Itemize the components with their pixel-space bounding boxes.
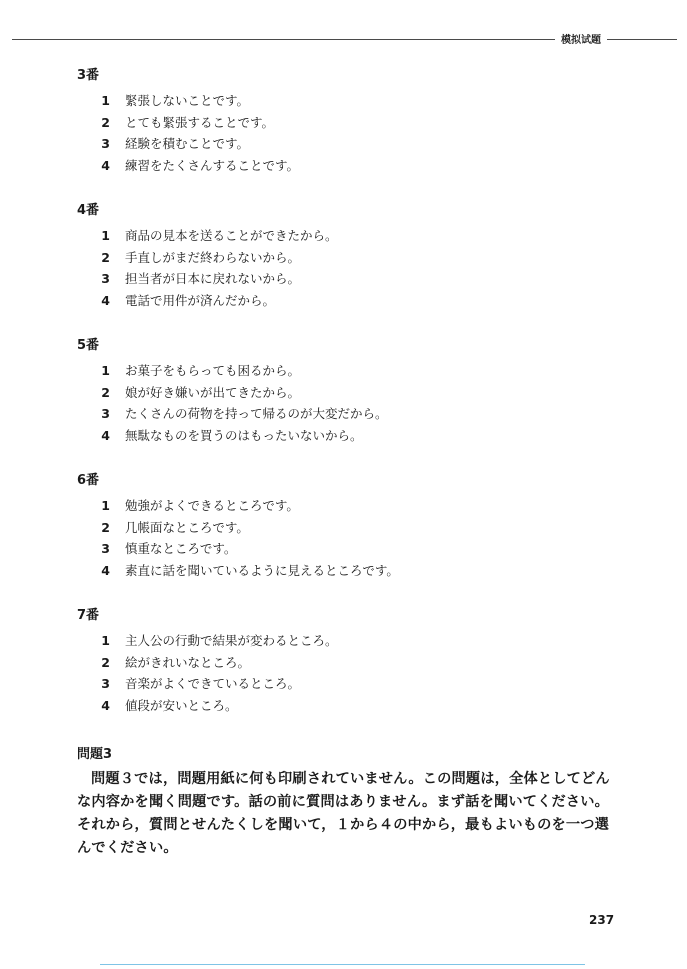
choice-text: 練習をたくさんすることです。	[125, 157, 300, 173]
section-title: 5番	[77, 338, 100, 353]
choice-item	[77, 673, 637, 695]
choice-text: 経験を積むことです。	[125, 136, 250, 151]
choice-number: 2	[101, 654, 110, 670]
choice-text: 勉強がよくできるところです。	[125, 498, 299, 513]
choice-text: 慎重なところです。	[125, 541, 237, 556]
choice-number: 3	[101, 271, 110, 286]
choice-item	[77, 112, 637, 134]
choice-item	[77, 403, 637, 425]
question-section	[77, 608, 637, 716]
choice-item	[77, 382, 637, 404]
choice-item	[77, 90, 637, 112]
question-section	[77, 68, 637, 176]
choice-text: 担当者が日本に戻れないから。	[125, 271, 301, 286]
choice-number: 2	[101, 384, 110, 400]
page-number: 237	[589, 913, 615, 927]
choice-text: 絵がきれいなところ。	[125, 654, 251, 670]
choice-item	[77, 225, 637, 247]
choice-number: 3	[101, 406, 110, 421]
choice-number: 2	[101, 249, 110, 265]
choice-number: 3	[101, 136, 110, 151]
choice-item	[77, 268, 637, 290]
choice-item	[77, 495, 637, 517]
mondai-instructions: 問題３では，問題用紙に何も印刷されていません。この問題は，全体としてどんな内容かを聞く問題です。話の前に質問はありません。まず話を聞いてください。それから，質問とせんたくしを聞いて，１から４の中から，最もよいものを一つ選んでください。	[77, 771, 610, 856]
choice-number: 4	[101, 562, 110, 578]
choice-item	[77, 425, 637, 447]
choice-text: 几帳面なところです。	[125, 519, 249, 535]
header-title: 模拟试题	[555, 31, 607, 46]
choice-number: 4	[101, 427, 110, 443]
choice-number: 1	[101, 498, 110, 513]
choice-number: 1	[101, 228, 110, 243]
choice-text: 商品の見本を送ることができたから。	[125, 228, 338, 243]
choice-item	[77, 290, 637, 312]
choice-text: 緊張しないことです。	[125, 93, 250, 108]
choice-text: 主人公の行動で結果が変わるところ。	[125, 633, 338, 648]
choice-item	[77, 247, 637, 269]
question-sections	[77, 68, 637, 716]
choice-number: 3	[101, 541, 110, 556]
choice-item	[77, 517, 637, 539]
choice-number: 1	[101, 363, 110, 378]
choice-text: 素直に話を聞いているように見えるところです。	[125, 562, 399, 578]
choice-item	[77, 560, 637, 582]
bottom-rule	[100, 964, 585, 965]
section-title: 7番	[77, 608, 100, 623]
question-section	[77, 203, 637, 311]
choice-text: 電話で用件が済んだから。	[125, 292, 276, 308]
choice-item	[77, 538, 637, 560]
choice-text: 値段が安いところ。	[125, 697, 238, 713]
choice-text: 音楽がよくできているところ。	[125, 676, 301, 691]
mondai-title: 問題3	[77, 747, 113, 762]
choice-number: 3	[101, 676, 110, 691]
question-section	[77, 473, 637, 581]
choice-item	[77, 652, 637, 674]
page-content	[77, 68, 637, 860]
choice-text: たくさんの荷物を持って帰るのが大変だから。	[125, 406, 388, 421]
choice-number: 1	[101, 633, 110, 648]
choice-number: 2	[101, 114, 110, 130]
choice-text: 無駄なものを買うのはもったいないから。	[125, 427, 363, 443]
section-title: 6番	[77, 473, 100, 488]
choice-number: 1	[101, 93, 110, 108]
choice-number: 4	[101, 292, 110, 308]
choice-text: とても緊張することです。	[125, 114, 275, 130]
question-section	[77, 338, 637, 446]
choice-text: お菓子をもらっても困るから。	[125, 363, 301, 378]
choice-number: 4	[101, 697, 110, 713]
choice-item	[77, 360, 637, 382]
choice-item	[77, 155, 637, 177]
choice-item	[77, 630, 637, 652]
section-title: 4番	[77, 203, 100, 218]
choice-number: 2	[101, 519, 110, 535]
choice-text: 娘が好き嫌いが出てきたから。	[125, 384, 301, 400]
section-title: 3番	[77, 68, 100, 83]
choice-number: 4	[101, 157, 110, 173]
choice-item	[77, 133, 637, 155]
choice-item	[77, 695, 637, 717]
choice-text: 手直しがまだ終わらないから。	[125, 249, 301, 265]
